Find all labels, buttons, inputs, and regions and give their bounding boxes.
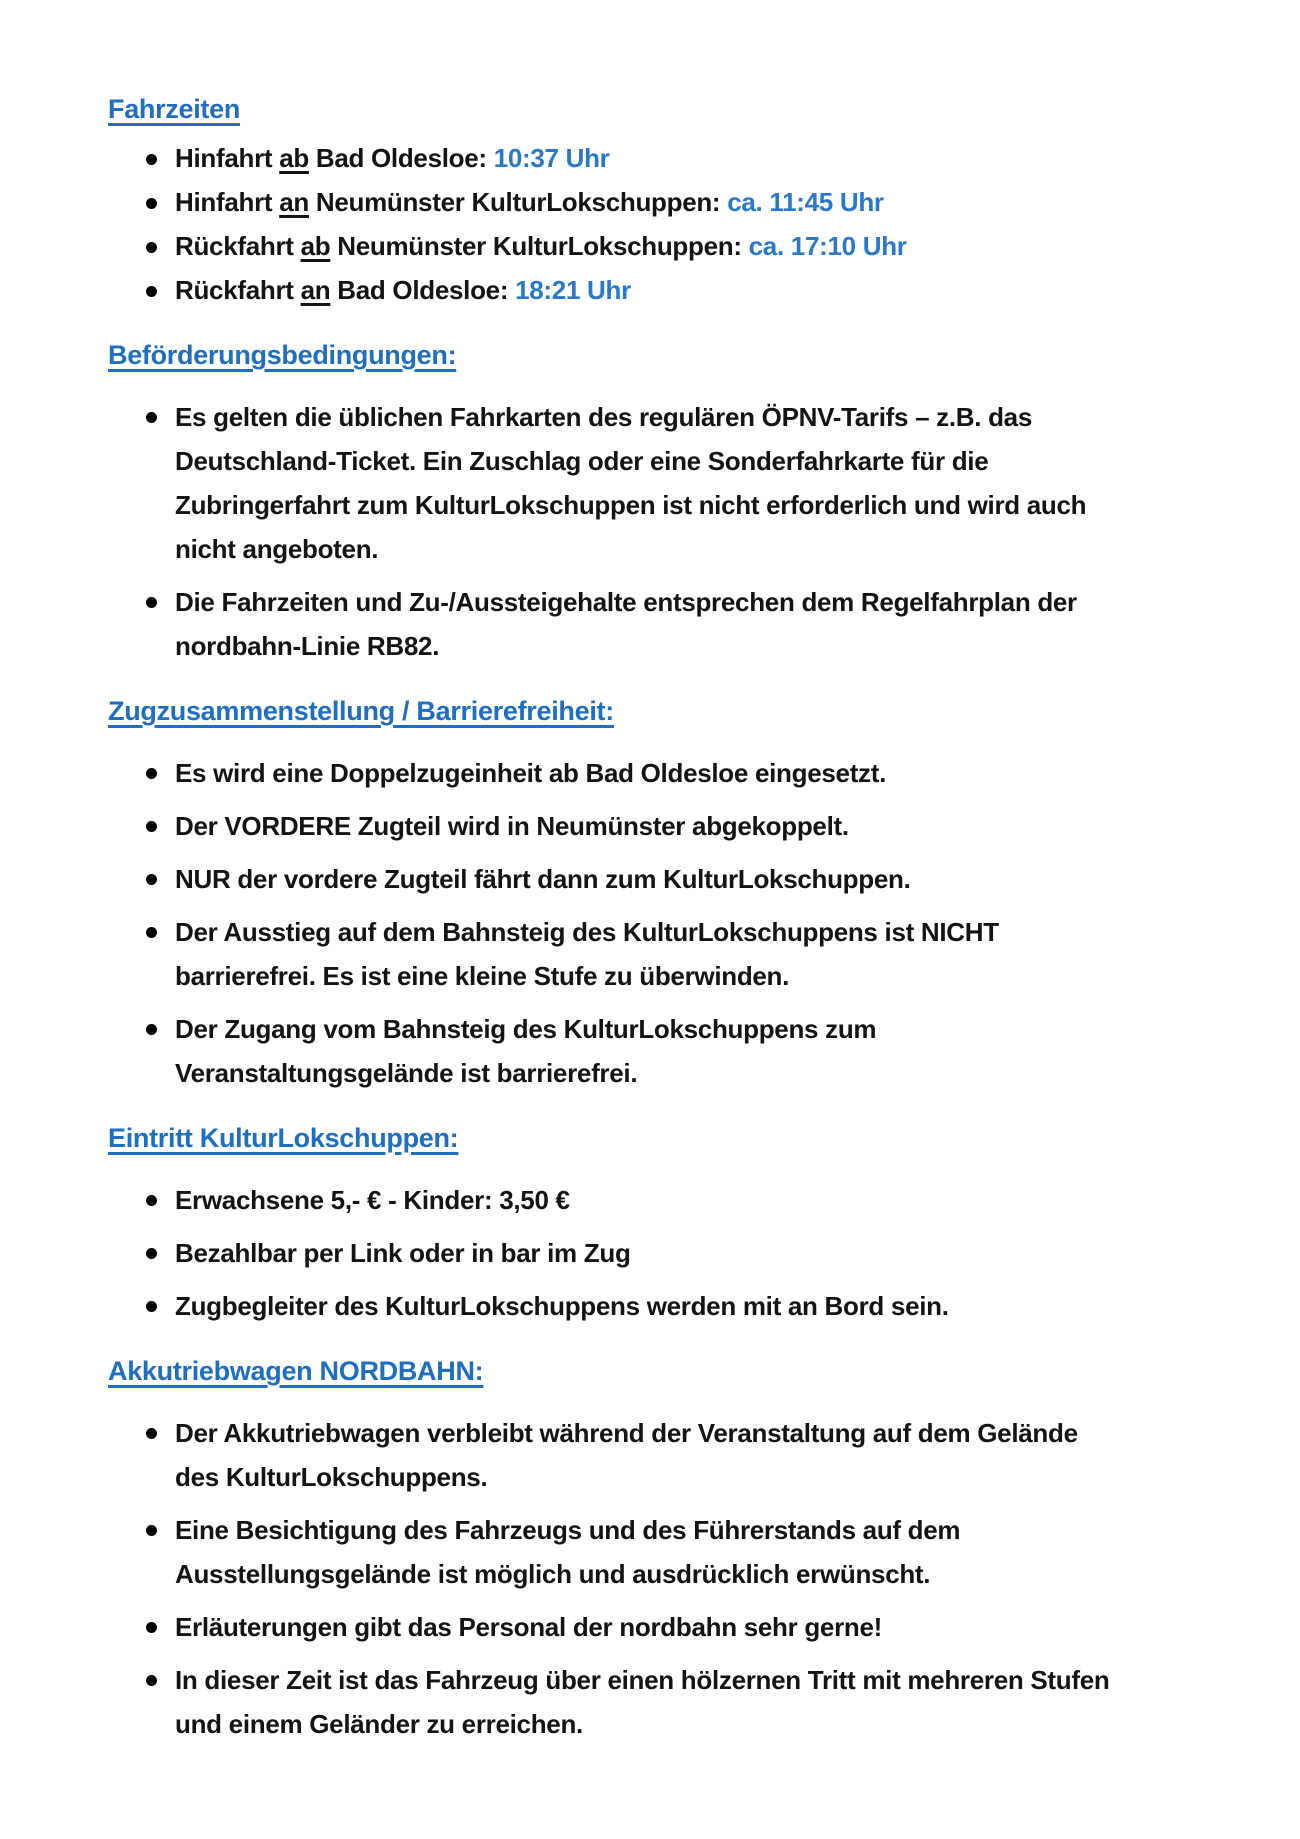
list-item: Der Zugang vom Bahnsteig des KulturLokschuppens zum Veranstaltungsgelände ist barrierefrei. [108,1007,1118,1095]
trip-label: Hinfahrt [175,187,280,217]
list-item: Es gelten die üblichen Fahrkarten des regulären ÖPNV-Tarifs – z.B. das Deutschland-Ticket. Ein Zuschlag oder eine Sonderfahrkarte für die Zubringerfahrt zum KulturLokschuppen ist nicht erforderlich und wird auch nicht angeboten. [108,395,1118,571]
list-item: Eine Besichtigung des Fahrzeugs und des Führerstands auf dem Ausstellungsgelände ist möglich und ausdrücklich erwünscht. [108,1508,1118,1596]
trip-station: Neumünster KulturLokschuppen: [308,187,728,217]
section-zugzusammenstellung [108,696,1210,1095]
trip-station: Bad Oldesloe: [330,275,516,305]
list-item: Erläuterungen gibt das Personal der nordbahn sehr gerne! [108,1605,1118,1649]
list-item: Erwachsene 5,- € - Kinder: 3,50 € [108,1178,1118,1222]
section-akkutriebwagen [108,1356,1210,1746]
akkutriebwagen-list [108,1411,1118,1746]
trip-label-underlined: ab [300,231,331,261]
trip-label: Hinfahrt [175,143,280,173]
list-item: Der Ausstieg auf dem Bahnsteig des KulturLokschuppens ist NICHT barrierefrei. Es ist eine kleine Stufe zu überwinden. [108,910,1118,998]
trip-label-underlined: an [300,275,331,305]
list-item: In dieser Zeit ist das Fahrzeug über einen hölzernen Tritt mit mehreren Stufen und einem Geländer zu erreichen. [108,1658,1118,1746]
list-item: Der Akkutriebwagen verbleibt während der Veranstaltung auf dem Gelände des KulturLokschuppens. [108,1411,1118,1499]
trip-time: ca. 17:10 Uhr [748,231,907,261]
section-befoerderungsbedingungen [108,340,1210,668]
list-item: Zugbegleiter des KulturLokschuppens werden mit an Bord sein. [108,1284,1118,1328]
list-item: NUR der vordere Zugteil fährt dann zum KulturLokschuppen. [108,857,1118,901]
section-eintritt [108,1123,1210,1328]
section-fahrzeiten [108,94,1210,312]
zugzusammenstellung-list [108,751,1118,1095]
trip-station: Bad Oldesloe: [308,143,494,173]
list-item-rueckfahrt-an [108,269,1118,312]
section-heading-akkutriebwagen: Akkutriebwagen NORDBAHN: [108,1356,484,1386]
trip-time: 10:37 Uhr [493,143,610,173]
section-heading-zugzusammenstellung: Zugzusammenstellung / Barrierefreiheit: [108,696,614,726]
list-item: Die Fahrzeiten und Zu-/Aussteigehalte entsprechen dem Regelfahrplan der nordbahn-Linie RB82. [108,580,1118,668]
trip-label-underlined: ab [279,143,309,173]
list-item-rueckfahrt-ab [108,225,1118,268]
list-item: Der VORDERE Zugteil wird in Neumünster abgekoppelt. [108,804,1118,848]
trip-label: Rückfahrt [175,231,301,261]
trip-time: ca. 11:45 Uhr [727,187,884,217]
list-item-hinfahrt-ab [108,137,1118,180]
trip-label-underlined: an [279,187,309,217]
trip-label: Rückfahrt [175,275,301,305]
list-item: Bezahlbar per Link oder in bar im Zug [108,1231,1118,1275]
section-heading-fahrzeiten: Fahrzeiten [108,94,241,124]
trip-time: 18:21 Uhr [515,275,631,305]
fahrzeiten-list [108,137,1118,312]
section-heading-befoerderungsbedingungen: Beförderungsbedingungen: [108,340,457,370]
trip-station: Neumünster KulturLokschuppen: [330,231,749,261]
list-item-hinfahrt-an [108,181,1118,224]
befoerderungsbedingungen-list [108,395,1118,668]
eintritt-list [108,1178,1118,1328]
list-item: Es wird eine Doppelzugeinheit ab Bad Oldesloe eingesetzt. [108,751,1118,795]
section-heading-eintritt: Eintritt KulturLokschuppen: [108,1123,459,1153]
